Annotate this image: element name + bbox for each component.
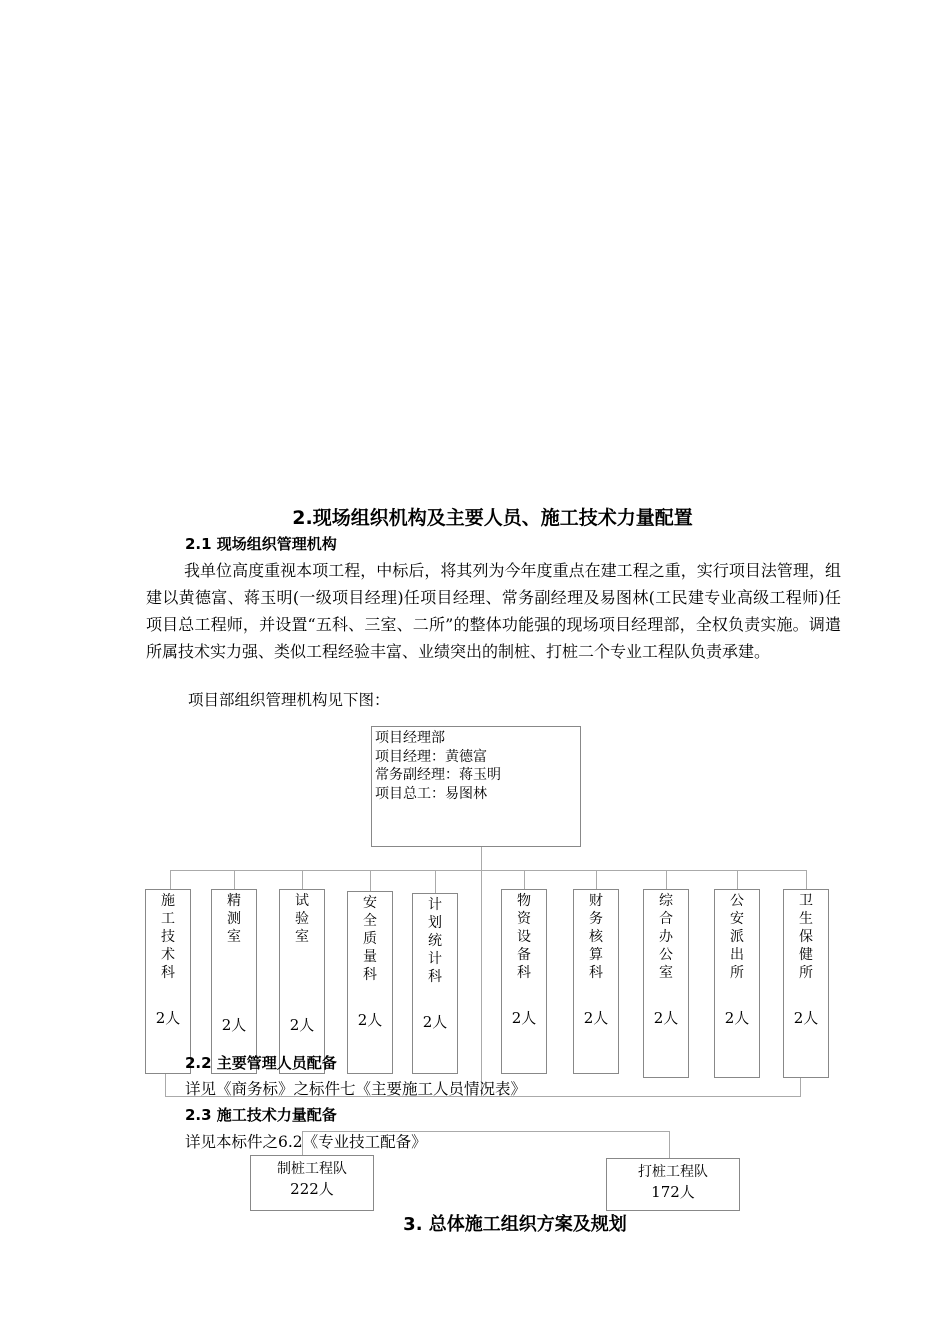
- drop-line: [524, 870, 525, 890]
- chief-engineer: 项目总工：易图林: [375, 785, 487, 802]
- rise-line: [800, 1078, 801, 1096]
- dept-name: 施工技术科: [161, 893, 175, 981]
- dept-count: 2人: [583, 1009, 609, 1027]
- dept-count: 2人: [155, 1009, 181, 1027]
- team-count: 222人: [290, 1180, 334, 1198]
- dept-name: 财务核算科: [589, 893, 603, 981]
- project-manager: 项目经理：黄德富: [375, 748, 487, 765]
- drop-line: [234, 870, 235, 890]
- section-2-3-title: 2.3 施工技术力量配备: [185, 1106, 337, 1124]
- pile-making-team-box: [250, 1155, 374, 1211]
- dept-name: 试验室: [295, 893, 309, 945]
- section-2-2-text: 详见《商务标》之标件七《主要施工人员情况表》: [185, 1080, 527, 1098]
- dept-box-finance: [573, 889, 619, 1074]
- dept-count: 2人: [793, 1009, 819, 1027]
- project-manager-dept-box: [371, 726, 581, 847]
- top-box-title: 项目经理部: [375, 730, 445, 746]
- dept-box-construction-tech: [145, 889, 191, 1074]
- section-2-3-text: 详见本标件之6.2《专业技工配备》: [185, 1133, 427, 1151]
- team-name: 制桩工程队: [277, 1161, 347, 1177]
- rise-line: [165, 1074, 166, 1096]
- dept-count: 2人: [289, 1016, 315, 1034]
- dept-box-survey: [211, 889, 257, 1074]
- dept-name: 精测室: [227, 893, 241, 945]
- dept-box-police-station: [714, 889, 760, 1078]
- deputy-manager: 常务副经理：蒋玉明: [375, 767, 501, 783]
- drop-line: [666, 870, 667, 890]
- dept-box-safety-quality: [347, 891, 393, 1074]
- dept-name: 计划统计科: [428, 897, 442, 985]
- dept-name: 物资设备科: [517, 893, 531, 981]
- dept-box-planning: [412, 893, 458, 1074]
- section-3-title: 3. 总体施工组织方案及规划: [403, 1214, 627, 1235]
- intro-paragraph: 我单位高度重视本项工程，中标后，将其列为今年度重点在建工程之重，实行项目法管理，组建以黄德富、蒋玉明(一级项目经理)任项目经理、常务副经理及易图林(工民建专业高级工程师)任项目总工程师，并设置“五科、三室、二所”的整体功能强的现场项目经理部，全权负责实施。调遣所属技术实力强、类似工程经验丰富、业绩突出的制桩、打桩二个专业工程队负责承建。: [146, 561, 841, 661]
- drop-line: [302, 870, 303, 890]
- pile-driving-team-box: [606, 1158, 740, 1211]
- chart-intro: 项目部组织管理机构见下图：: [188, 691, 390, 709]
- drop-line: [435, 870, 436, 894]
- section-2-title: 2.现场组织机构及主要人员、施工技术力量配置: [292, 507, 693, 529]
- top-bus-line: [170, 870, 806, 871]
- trunk-line: [481, 847, 482, 1097]
- dept-count: 2人: [357, 1011, 383, 1029]
- dept-name: 安全质量科: [363, 895, 377, 983]
- drop-line: [370, 870, 371, 892]
- dept-count: 2人: [221, 1016, 247, 1034]
- section-2-1-title: 2.1 现场组织管理机构: [185, 535, 337, 553]
- drop-line: [596, 870, 597, 890]
- team-drop-line: [669, 1131, 670, 1158]
- dept-count: 2人: [653, 1009, 679, 1027]
- drop-line: [170, 870, 171, 890]
- drop-line: [806, 870, 807, 890]
- dept-count: 2人: [511, 1009, 537, 1027]
- section-2-2-title: 2.2 主要管理人员配备: [185, 1054, 337, 1072]
- team-name: 打桩工程队: [638, 1164, 708, 1180]
- dept-name: 公安派出所: [730, 893, 744, 981]
- dept-count: 2人: [724, 1009, 750, 1027]
- dept-name: 综合办公室: [659, 893, 673, 981]
- drop-line: [737, 870, 738, 890]
- dept-count: 2人: [422, 1013, 448, 1031]
- team-count: 172人: [651, 1183, 695, 1201]
- dept-box-general-office: [643, 889, 689, 1078]
- dept-box-health-clinic: [783, 889, 829, 1078]
- dept-name: 卫生保健所: [799, 893, 813, 981]
- dept-box-materials: [501, 889, 547, 1074]
- dept-box-lab: [279, 889, 325, 1074]
